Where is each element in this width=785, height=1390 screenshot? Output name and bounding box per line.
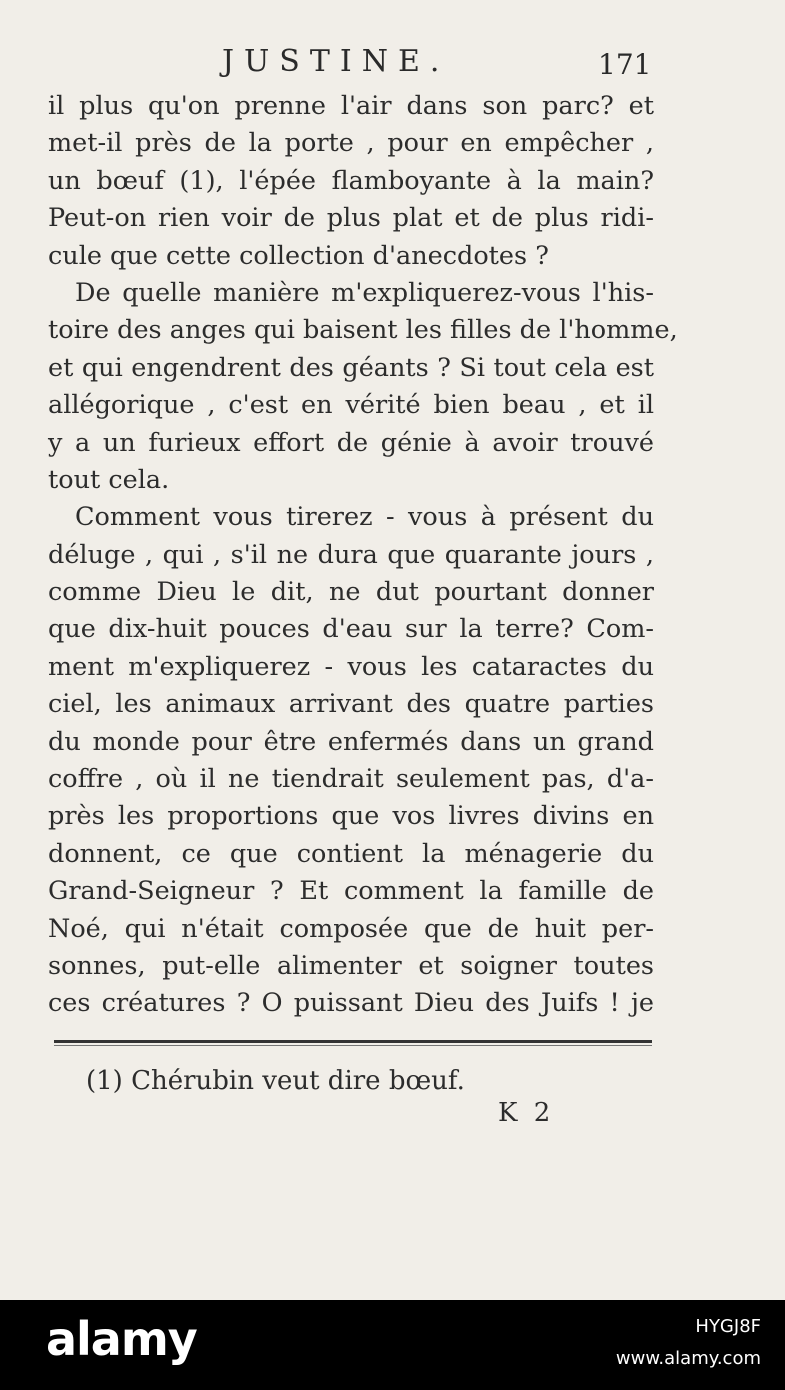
text-line: donnent, ce que contient la ménagerie du xyxy=(48,838,654,869)
running-title: JUSTINE. xyxy=(222,44,450,79)
text-line: près les proportions que vos livres divins en xyxy=(48,801,654,832)
text-line: Noé, qui n'était composée que de huit per- xyxy=(48,913,654,944)
text-line: sonnes, put-elle alimenter et soigner toutes xyxy=(48,950,654,981)
text-line: ciel, les animaux arrivant des quatre parties xyxy=(48,689,654,720)
watermark-banner xyxy=(0,1300,785,1390)
text-line: allégorique , c'est en vérité bien beau , et il xyxy=(48,390,654,421)
text-line: tout cela. xyxy=(48,464,170,495)
page-header xyxy=(0,44,785,84)
body-text xyxy=(48,88,678,1023)
text-line: il plus qu'on prenne l'air dans son parc? et xyxy=(48,91,654,121)
text-line: Peut-on rien voir de plus plat et de plus ridi- xyxy=(48,203,654,234)
text-line: que dix-huit pouces d'eau sur la terre? Com- xyxy=(48,614,654,645)
text-line: un bœuf (1), l'épée flamboyante à la main? xyxy=(48,165,654,196)
text-line: et qui engendrent des géants ? Si tout cela est xyxy=(48,352,654,383)
text-line: ces créatures ? O puissant Dieu des Juifs ! je xyxy=(48,988,654,1019)
signature-mark: K 2 xyxy=(498,1098,555,1128)
text-line: met-il près de la porte , pour en empêcher , xyxy=(48,128,654,159)
page-number: 171 xyxy=(598,48,652,81)
text-line: Comment vous tirerez - vous à présent du xyxy=(75,502,654,533)
footnote: (1) Chérubin veut dire bœuf. xyxy=(86,1066,465,1096)
text-line: comme Dieu le dit, ne dut pourtant donner xyxy=(48,577,654,608)
text-line: du monde pour être enfermés dans un grand xyxy=(48,726,654,757)
text-line: coffre , où il ne tiendrait seulement pas, d'a- xyxy=(48,764,654,795)
text-line: ment m'expliquerez - vous les cataractes du xyxy=(48,651,654,682)
text-line: toire des anges qui baisent les filles de l'homme, xyxy=(48,315,678,346)
image-id: HYGJ8F xyxy=(695,1316,761,1337)
footnote-rule xyxy=(54,1040,652,1046)
text-line: cule que cette collection d'anecdotes ? xyxy=(48,240,549,271)
alamy-logo: alamy xyxy=(46,1312,197,1366)
text-line: Grand-Seigneur ? Et comment la famille de xyxy=(48,876,654,907)
text-line: De quelle manière m'expliquerez-vous l'his- xyxy=(75,277,654,308)
text-line: y a un furieux effort de génie à avoir trouvé xyxy=(48,427,654,458)
site-url: www.alamy.com xyxy=(615,1348,761,1369)
text-line: déluge , qui , s'il ne dura que quarante jours , xyxy=(48,539,654,570)
